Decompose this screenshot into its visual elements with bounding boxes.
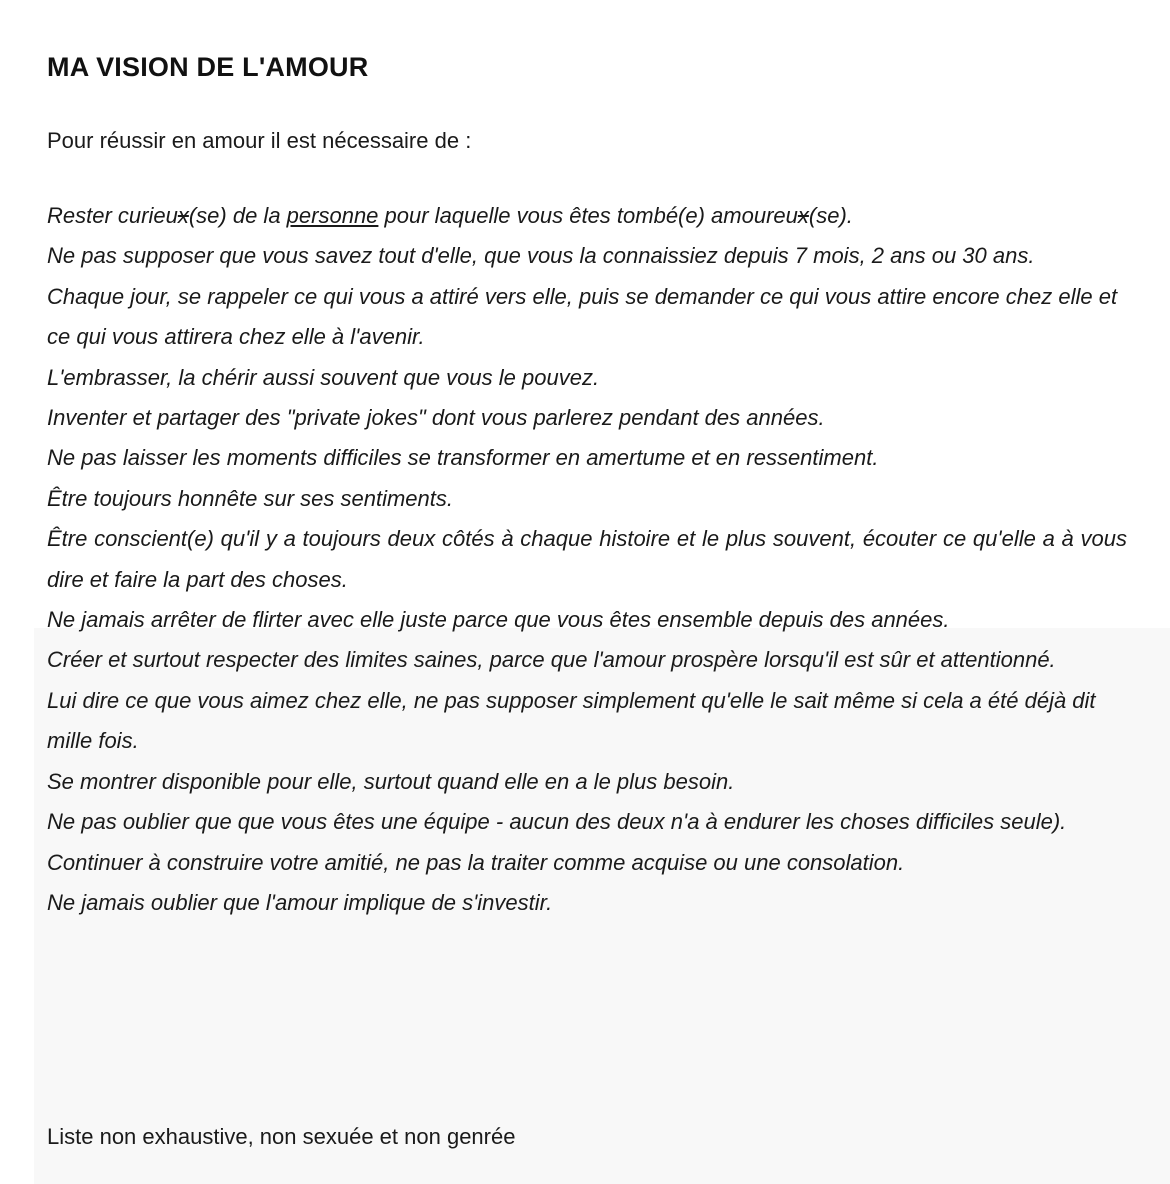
list-item: Se montrer disponible pour elle, surtout quand elle en a le plus besoin. (47, 768, 735, 794)
list-item: Ne jamais arrêter de flirter avec elle juste parce que vous êtes ensemble depuis des années. (47, 607, 950, 633)
intro-text: Pour réussir en amour il est nécessaire de : (47, 128, 472, 153)
list-item: Être conscient(e) qu'il y a toujours deux côtés à chaque histoire et le plus souvent, écouter ce qu'elle a à vous dire et faire la part des choses. (47, 526, 1127, 592)
list-item: Continuer à construire votre amitié, ne pas la traiter comme acquise ou une consolation. (47, 849, 905, 875)
list-item: Inventer et partager des "private jokes" dont vous parlerez pendant des années. (47, 405, 825, 431)
strikethrough-text: x (797, 203, 809, 228)
document-title: MA VISION DE L'AMOUR (47, 52, 369, 82)
footer-note: Liste non exhaustive, non sexuée et non genrée (47, 1124, 516, 1149)
list-item: Créer et surtout respecter des limites saines, parce que l'amour prospère lorsqu'il est sûr et attentionné. (47, 647, 1056, 673)
list-item: Ne pas supposer que vous savez tout d'elle, que vous la connaissiez depuis 7 mois, 2 ans ou 30 ans. (47, 243, 1035, 269)
list-item: Lui dire ce que vous aimez chez elle, ne pas supposer simplement qu'elle le sait même si cela a été déjà dit mille fois. (47, 687, 1096, 754)
list-item: Ne pas laisser les moments difficiles se transformer en amertume et en ressentiment. (47, 445, 879, 471)
list-item: Ne jamais oublier que l'amour implique de s'investir. (47, 889, 553, 915)
list-item: L'embrasser, la chérir aussi souvent que vous le pouvez. (47, 364, 600, 390)
strikethrough-text: x (177, 203, 189, 228)
list-item: Chaque jour, se rappeler ce qui vous a attiré vers elle, puis se demander ce qui vous attire encore chez elle et ce qui vous attirera chez elle à l'avenir. (47, 283, 1118, 350)
list-item: Être toujours honnête sur ses sentiments. (47, 485, 453, 511)
underlined-text: personne (286, 203, 379, 228)
list-item: Rester curieux(se) de la personne pour laquelle vous êtes tombé(e) amoureux(se). (47, 203, 853, 228)
list-item: Ne pas oublier que que vous êtes une équipe - aucun des deux n'a à endurer les choses difficiles seule). (47, 809, 1067, 835)
advice-list (47, 196, 1127, 923)
